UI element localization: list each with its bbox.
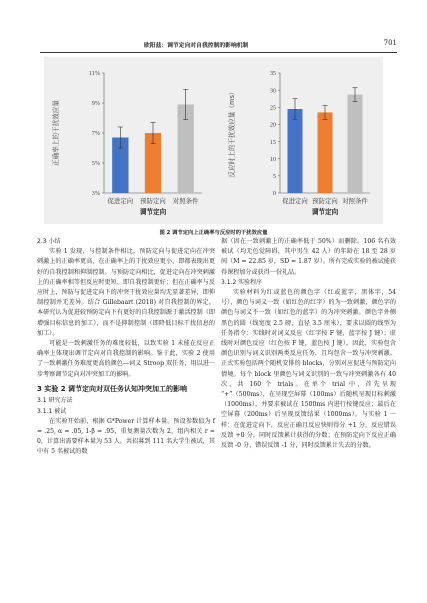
x-tick-label: 预防定向 (140, 197, 166, 205)
section-heading: 3.1.2 实验程序 (221, 278, 263, 286)
right-column (221, 237, 396, 451)
x-tick-label: 对照条件 (342, 197, 368, 205)
y-tick-label: 7% (91, 130, 100, 138)
y-axis-label: 正确率上的干扰效应量 (52, 100, 60, 166)
y-tick-label: 25 (269, 104, 276, 112)
paragraph: 在实验开始前，根据 G*Power 计算样本量。预设参数值为 f = .25, α = .05, 1-β = .95，重复测量次数为 2，组内相关 r = 0，计算出需要样本量为 53 人。共招募到 111 名大学生被试，其中有 5 名被试的数 (37, 417, 215, 456)
paragraph: 实验材料为红或蓝色的颜色字（红或蓝字，黑体字，54 号），颜色与词义一致（如红色的红字）的为一致刺激，颜色字的颜色与词义不一致（如红色的蓝字）的为冲突刺激。颜色字外侧黑色的圆（线宽度 2.5 磅，直径 3.5 厘米），要求以圆的线型为任务指令：实线时对词义反应（红字按 F 键，蓝字按 J 键）；虚线时对颜色反应（红色按 F 键，蓝色按 J 键）。因此，实验包含颜色识别与词义识别两类反应任务，且均包含一致与冲突刺激。正式实验包括两个随机安排的 blocks，分别对应促进与预防定向情境。每个 block 里颜色与词义识别的一致与冲突刺激各有 40 次，共 160 个 trials。在单个 trial 中，首先呈现 “+”（500ms），在呈现空屏幕（100ms）后随机呈现目标刺激（1000ms），并要求被试在 1500ms 内进行按键反应；最后在空屏幕（200ms）后呈现反馈结果（1000ms）。与实验 1 一样：在促进定向下，反应正确且反应快则得分 +1 分，反应错误反馈 +0 分，同时反馈累计获得的分数；在预防定向下反应正确反馈 -0 分，错误反馈 -1 分，同时反馈累计失去的分数。 (221, 289, 396, 450)
section-heading: 3.1.1 被试 (37, 407, 67, 415)
figure-2 (44, 57, 383, 224)
section-heading: 3 实验 2 调节定向对双任务认知冲突加工的影响 (37, 384, 188, 393)
section-heading: 3.1 研究方法 (37, 397, 73, 405)
y-tick-label: 3% (91, 190, 100, 198)
y-tick-label: 5 (272, 173, 276, 181)
bar-1 (288, 109, 303, 193)
y-tick-label: 10 (269, 155, 276, 163)
bar-2 (318, 112, 333, 193)
running-header (40, 38, 397, 53)
x-axis-label: 调节定向 (311, 208, 339, 216)
y-tick-label: 15 (269, 138, 276, 146)
paragraph: 据（因在一致刺激上的正确率低于 50%）而删除。106 名有效被试（均无色觉障碍，其中男生 42 人）的年龄在 18 至 28 岁间（M = 22.85 岁，SD = 1.87 岁）。所有完成实验的被试能获得课程加分或获得一份礼品。 (221, 238, 396, 276)
y-tick-label: 0 (272, 190, 276, 198)
y-tick-label: 5% (91, 160, 100, 168)
figure-caption: 图 2 调节定向上正确率与反应时的干扰效应量 (159, 230, 268, 236)
paragraph: 实验 1 发现，与控制条件相比，预防定向与促进定向在冲突刺激上的正确率更高，在正确率上的干扰效应更小，即都表现出更好的自我控制和抑制控制。与预防定向相比，促进定向在冲突刺激上的正确率相等但反应时更短，即自我控制更好；但在正确率与反应时上，预防与促进定向下的冲突干扰效应量均无显著差异，即抑制控制并无差异。结合 Gillebaart (2018) 对自我控制的界定，本研究认为促进较预防定向下有更好的自我控制源于激活控制（即增强目标信息的加工），而不是抑制控制（即降低目标干扰信息的加工）。 (37, 248, 215, 337)
x-axis-label: 调节定向 (139, 208, 167, 216)
x-tick-label: 促进定向 (107, 197, 134, 205)
left-column (37, 237, 215, 458)
x-tick-label: 促进定向 (282, 197, 308, 205)
y-tick-label: 20 (269, 121, 276, 129)
y-tick-label: 30 (269, 87, 276, 95)
x-tick-label: 对照条件 (172, 197, 199, 205)
page-number: 701 (383, 39, 397, 47)
y-tick-label: 9% (91, 100, 100, 108)
figure-2-charts (44, 57, 383, 224)
y-tick-label: 35 (269, 70, 276, 78)
y-tick-label: 11% (88, 70, 100, 78)
running-title: 欧阳兹：调节定向对自我控制的影响机制 (144, 43, 249, 49)
x-tick-label: 预防定向 (312, 197, 338, 205)
paragraph: 可能是一致刺激任务的难度较低，以致实验 1 未能在反应正确率上体现出调节定向对自我控制的影响。鉴于此，实验 2 使用了一致刺激任务难度更高的颜色—词义 Stroop 双任务，用以进一步考察调节定向对冲突加工的影响。 (37, 340, 215, 378)
y-axis-label: 反应时上的干扰效应量（ms） (228, 88, 236, 178)
section-heading: 2.3 小结 (37, 238, 61, 245)
bar-3 (348, 95, 363, 193)
